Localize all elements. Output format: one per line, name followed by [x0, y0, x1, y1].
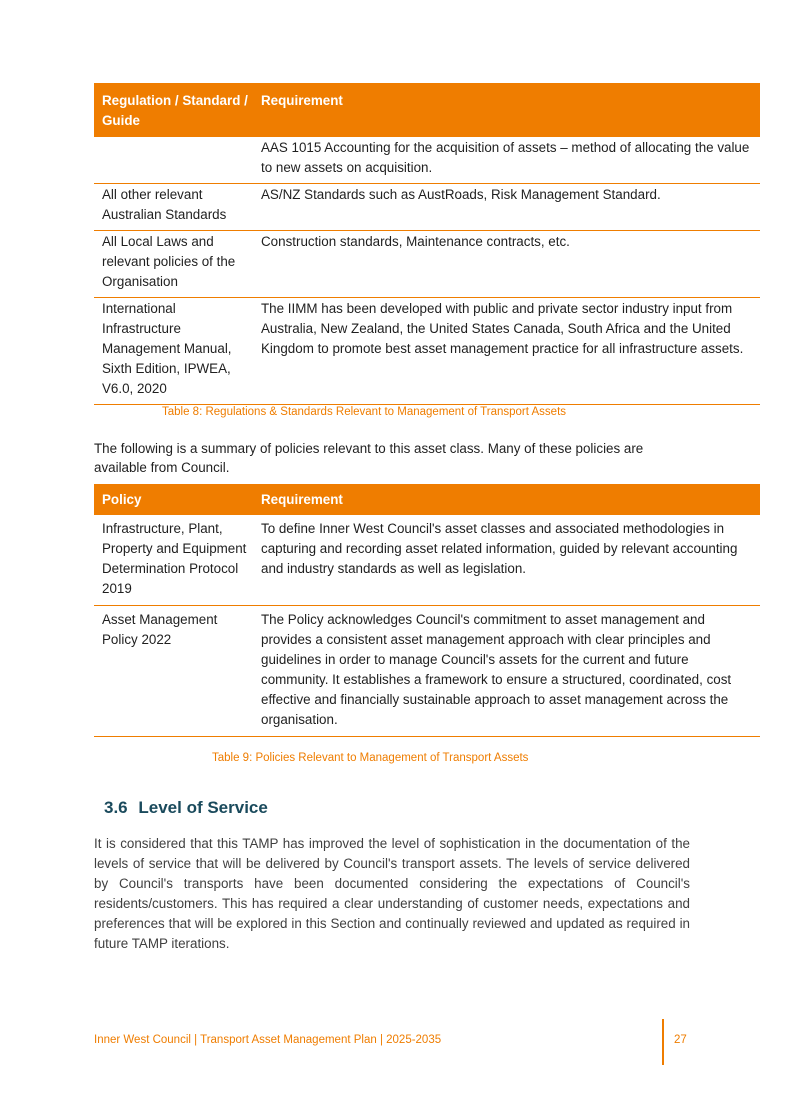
table-cell-policy: Asset Management Policy 2022	[94, 606, 253, 737]
table-cell-requirement: AS/NZ Standards such as AustRoads, Risk Management Standard.	[253, 184, 760, 231]
footer-document-title: Inner West Council | Transport Asset Management Plan | 2025-2035	[94, 1034, 442, 1046]
section-body-paragraph: It is considered that this TAMP has improved the level of sophistication in the documentation of the levels of service that will be delivered by Council's transport assets. The levels of service delivered by Council's transports have been documented considering the expectations of Council's residents/customers. This has required a clear understanding of customer needs, expectations and preferences that will be explored in this Section and continually reviewed and updated as required in future TAMP iterations.	[94, 836, 690, 952]
section-heading	[104, 798, 268, 818]
table-row	[94, 137, 760, 184]
table-8-caption: Table 8: Regulations & Standards Relevant to Management of Transport Assets	[162, 406, 567, 418]
table-cell-requirement: The Policy acknowledges Council's commitment to asset management and provides a consistent asset management approach with clear principles and guidelines in order to manage Council's assets for the current and future community. It establishes a framework to ensure a structured, coordinated, cost effective and financially sustainable approach to asset management across the organisation.	[253, 606, 760, 737]
table-cell-regulation: All other relevant Australian Standards	[94, 184, 253, 231]
column-header-regulation: Regulation / Standard / Guide	[94, 83, 253, 137]
policies-table	[94, 484, 760, 737]
column-header-requirement: Requirement	[253, 83, 760, 137]
table-9-caption: Table 9: Policies Relevant to Management of Transport Assets	[212, 752, 529, 764]
table-header-row	[94, 83, 760, 137]
section-title: Level of Service	[138, 798, 268, 817]
regulations-table	[94, 83, 760, 405]
table-cell-requirement: The IIMM has been developed with public and private sector industry input from Australia, New Zealand, the United States Canada, South Africa and the United Kingdom to promote best asset management practice for all infrastructure assets.	[253, 298, 760, 405]
table-cell-requirement: To define Inner West Council's asset classes and associated methodologies in capturing and recording asset related information, guided by relevant accounting and industry standards as well as legislation.	[253, 515, 760, 606]
table-cell-policy: Infrastructure, Plant, Property and Equipment Determination Protocol 2019	[94, 515, 253, 606]
table-row	[94, 231, 760, 298]
table-row	[94, 184, 760, 231]
policies-intro-text: The following is a summary of policies relevant to this asset class. Many of these policies are available from Council.	[94, 441, 644, 475]
footer-divider	[662, 1019, 664, 1065]
table-cell-regulation	[94, 137, 253, 184]
table-cell-regulation: All Local Laws and relevant policies of the Organisation	[94, 231, 253, 298]
section-number: 3.6	[104, 798, 128, 817]
column-header-requirement: Requirement	[253, 484, 760, 515]
table-row	[94, 298, 760, 405]
table-row	[94, 606, 760, 737]
table-cell-requirement: Construction standards, Maintenance contracts, etc.	[253, 231, 760, 298]
table-header-row	[94, 484, 760, 515]
column-header-policy: Policy	[94, 484, 253, 515]
table-cell-regulation: International Infrastructure Management Manual, Sixth Edition, IPWEA, V6.0, 2020	[94, 298, 253, 405]
table-row	[94, 515, 760, 606]
page-number: 27	[674, 1034, 687, 1046]
table-cell-requirement: AAS 1015 Accounting for the acquisition of assets – method of allocating the value to new assets on acquisition.	[253, 137, 760, 184]
